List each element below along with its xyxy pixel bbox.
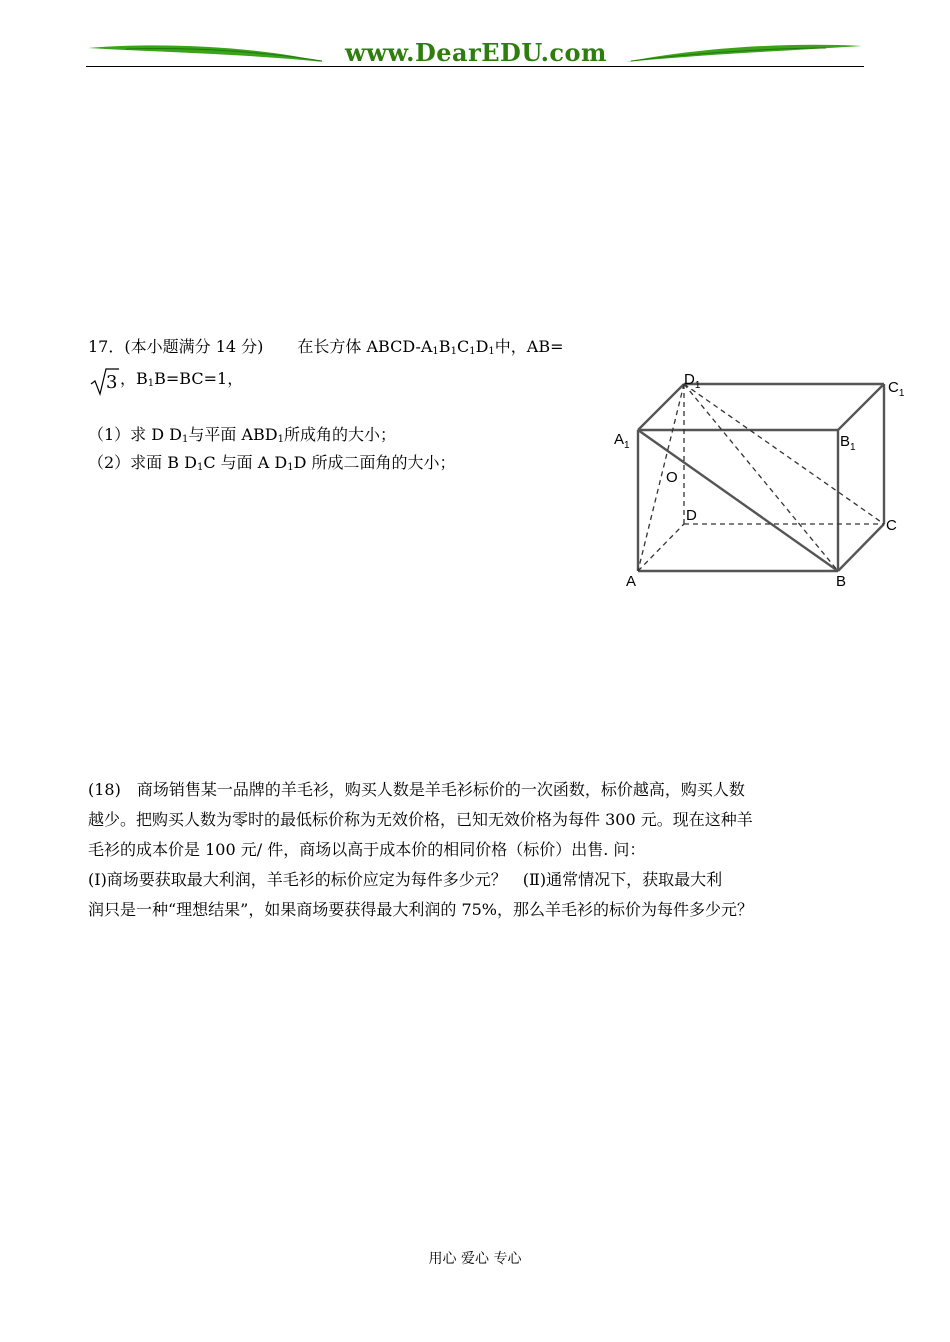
q18-line3: 毛衫的成本价是 100 元/ 件，商场以高于成本价的相同价格（标价）出售. 问： [88,840,646,859]
label-o: O [666,469,678,486]
label-a1: $A_1$ [614,431,630,451]
q18-block [88,775,878,925]
q18-line1: (18) 商场销售某一品牌的羊毛衫，购买人数是羊毛衫标价的一次函数，标价越高，购买人数 [88,780,745,799]
q18-line5: 润只是一种“理想结果”，如果商场要获得最大利润的 75%，那么羊毛衫的标价为每件多少元？ [88,900,754,919]
q17-line1: 17．(本小题满分 14 分) 在长方体 ABCD-$A_1B_1C_1D_1$中，AB= [88,337,564,357]
edge-a1d1 [638,384,684,430]
label-a: A [626,573,637,590]
sqrt-symbol: 3 [90,366,120,396]
label-d: D [686,507,697,524]
label-b1: $B_1$ [840,433,856,453]
cuboid-figure [612,366,912,600]
q17-part2: （2）求面 B $D_1C$ 与面 A $D_1D$ 所成二面角的大小； [88,453,456,473]
diag-a1b [638,430,838,571]
diag-d1c [684,384,884,524]
label-c: C [886,517,897,534]
q17-line2: 3 ，$B_1B=BC=1$， [90,366,243,402]
edge-ad [638,524,684,571]
q17-prefix: 17．(本小题满分 14 分) [88,337,264,356]
header-divider [86,66,864,67]
label-c1: $C_1$ [888,379,905,399]
site-logo-text: www.DearEDU.com [345,38,607,67]
site-header [86,36,864,72]
label-d1: $D_1$ [684,371,701,391]
edge-b1c1 [838,384,884,430]
label-b: B [836,573,847,590]
edge-bc [838,524,884,571]
q18-line2: 越少。把购买人数为零时的最低标价称为无效价格，已知无效价格为每件 300 元。现在这种羊 [88,810,753,829]
page-footer: 用心 爱心 专心 [428,1251,522,1267]
q17-part1: （1）求 D $D_1$与平面 $ABD_1$所成角的大小； [88,425,397,445]
q18-line4: (Ⅰ)商场要获取最大利润，羊毛衫的标价应定为每件多少元？ (Ⅱ)通常情况下，获取最大利 [88,870,723,889]
